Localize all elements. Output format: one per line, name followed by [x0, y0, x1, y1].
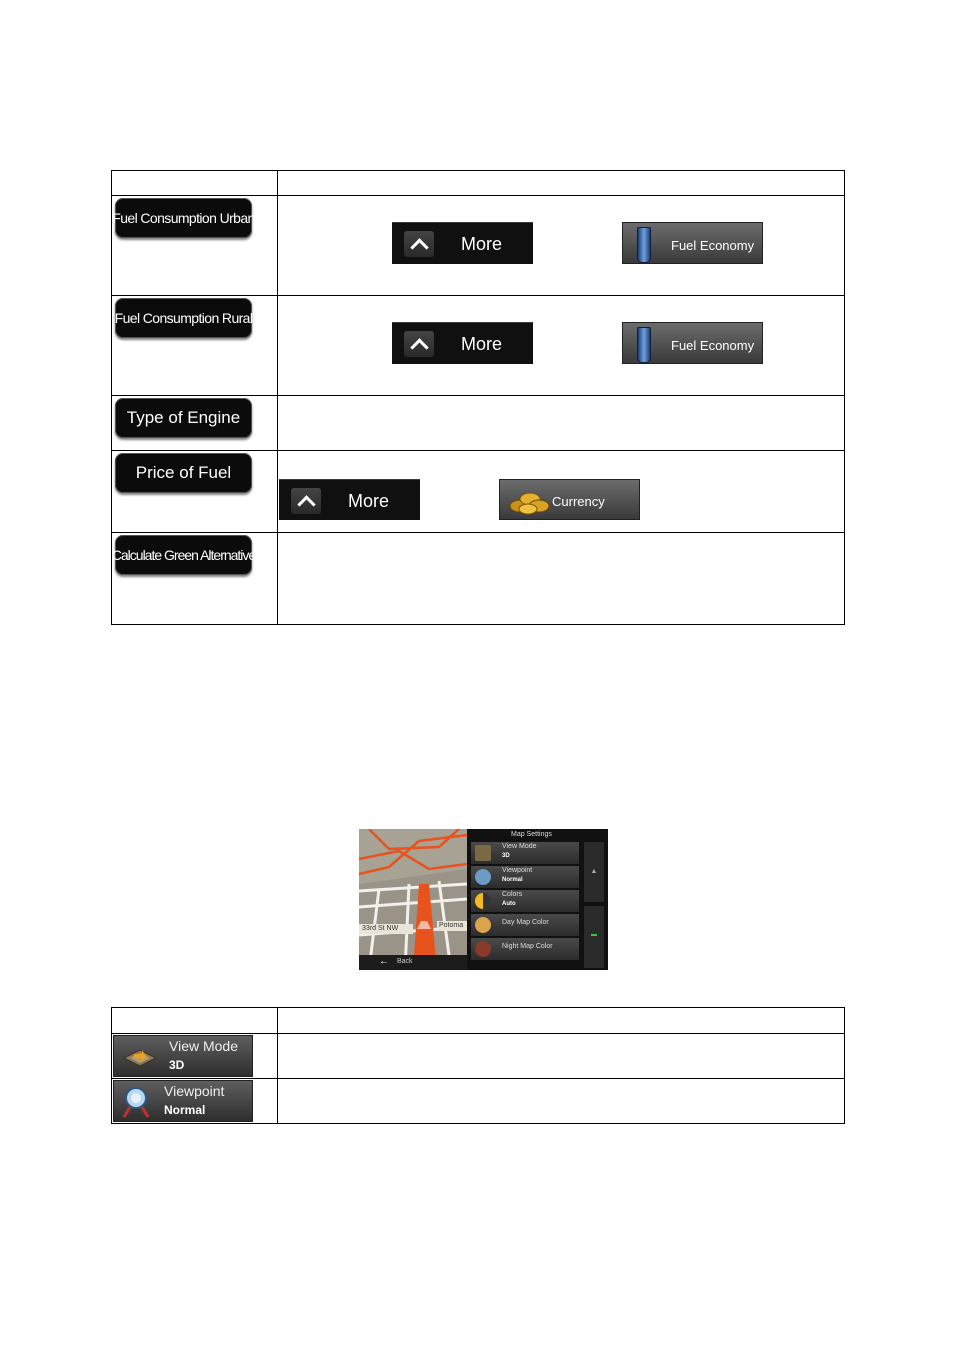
back-arrow-icon[interactable]: ← — [379, 956, 389, 967]
viewpoint-icon — [475, 869, 491, 885]
menu-item-title: Viewpoint — [502, 867, 533, 874]
table-divider — [111, 195, 845, 196]
menu-item-day-map-color[interactable] — [471, 914, 579, 936]
menu-item-colors[interactable] — [471, 890, 579, 912]
scroll-indicator — [591, 934, 597, 936]
more-label: More — [461, 234, 503, 254]
fuel-economy-button[interactable] — [622, 222, 763, 264]
menu-item-title: Night Map Color — [502, 943, 553, 950]
back-label[interactable]: Back — [397, 958, 413, 965]
menu-item-title: View Mode — [502, 843, 537, 850]
view-mode-button[interactable] — [113, 1035, 253, 1077]
more-label: More — [348, 491, 390, 511]
map-settings-screenshot — [359, 829, 608, 970]
coins-icon — [508, 486, 550, 516]
viewpoint-icon — [120, 1085, 154, 1119]
fuel-economy-label: Fuel Economy — [671, 238, 755, 253]
map-view — [359, 829, 467, 970]
chevron-up-icon — [404, 331, 434, 357]
table-divider — [277, 170, 278, 625]
menu-item-value: Auto — [502, 901, 516, 907]
palette-icon — [475, 917, 491, 933]
table-divider — [111, 1078, 845, 1079]
fuel-consumption-rural-button[interactable]: Fuel Consumption Rural — [115, 298, 252, 338]
scroll-down-button[interactable] — [584, 906, 604, 968]
fuel-gauge-icon — [637, 227, 651, 263]
chevron-up-icon — [291, 488, 321, 514]
chevron-up-icon — [404, 231, 434, 257]
menu-item-night-map-color[interactable] — [471, 938, 579, 960]
street-label: 33rd St NW — [362, 925, 399, 932]
calculate-green-alternative-button[interactable]: Calculate Green Alternative — [115, 535, 252, 575]
fuel-economy-label: Fuel Economy — [671, 338, 755, 353]
table-divider — [277, 1007, 278, 1124]
viewpoint-title: Viewpoint — [164, 1083, 225, 1099]
more-button[interactable] — [279, 479, 420, 520]
view-mode-value: 3D — [169, 1058, 185, 1072]
currency-label: Currency — [552, 494, 605, 509]
viewpoint-value: Normal — [164, 1103, 206, 1117]
viewpoint-button[interactable] — [113, 1080, 253, 1122]
view-mode-icon — [120, 1044, 160, 1070]
table-divider — [111, 532, 845, 533]
type-of-engine-button[interactable]: Type of Engine — [115, 398, 252, 438]
fuel-consumption-urban-button[interactable]: Fuel Consumption Urban — [115, 198, 252, 238]
more-label: More — [461, 334, 503, 354]
table-divider — [111, 295, 845, 296]
menu-item-title: Colors — [502, 891, 523, 898]
table-divider — [111, 395, 845, 396]
colors-icon — [475, 893, 491, 909]
menu-item-title: Day Map Color — [502, 919, 549, 926]
scroll-up-button[interactable]: ▲ — [584, 842, 604, 902]
more-button[interactable] — [392, 322, 533, 364]
menu-item-value: 3D — [502, 853, 510, 859]
palette-icon — [475, 941, 491, 957]
currency-button[interactable] — [499, 479, 640, 520]
menu-item-viewpoint[interactable] — [471, 866, 579, 888]
fuel-gauge-icon — [637, 327, 651, 363]
price-of-fuel-button[interactable]: Price of Fuel — [115, 453, 252, 493]
view-mode-title: View Mode — [169, 1038, 239, 1054]
table-divider — [111, 450, 845, 451]
more-button[interactable] — [392, 222, 533, 264]
table-divider — [111, 1033, 845, 1034]
menu-item-view-mode[interactable] — [471, 842, 579, 864]
street-label: Potoma — [439, 922, 464, 929]
menu-header: Map Settings — [511, 831, 552, 838]
view-mode-icon — [475, 845, 491, 861]
menu-item-value: Normal — [502, 877, 523, 883]
fuel-economy-button[interactable] — [622, 322, 763, 364]
